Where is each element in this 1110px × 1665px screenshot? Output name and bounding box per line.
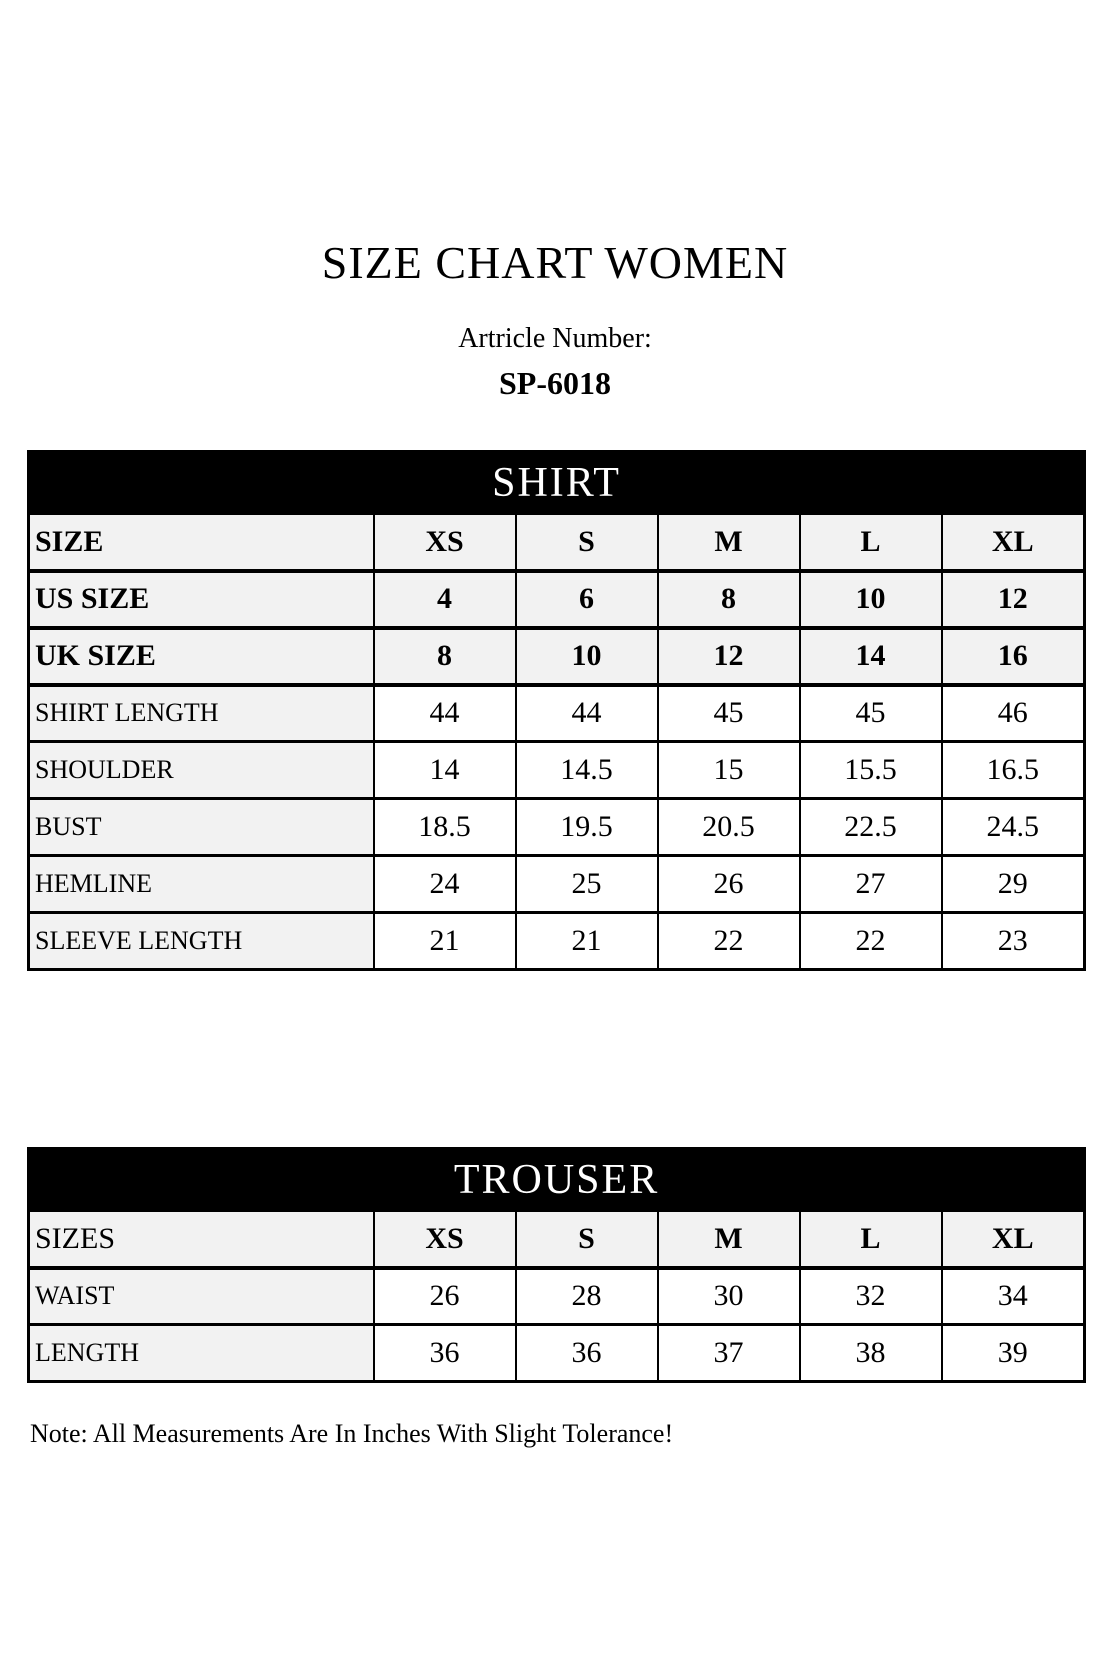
waist-cell-s: 28	[516, 1268, 658, 1325]
shoulder-cell-l: 15.5	[800, 742, 942, 799]
waist-cell-m: 30	[658, 1268, 800, 1325]
row-label-shoulder: SHOULDER	[29, 742, 374, 799]
sleeve-length-cell-xs: 21	[374, 913, 516, 970]
note-text: Note: All Measurements Are In Inches With Slight Tolerance!	[30, 1419, 674, 1448]
shirt-row-shirt-length	[29, 685, 1085, 742]
hemline-cell-m: 26	[658, 856, 800, 913]
us-size-cell-xl: 12	[942, 571, 1085, 628]
row-label-length: LENGTH	[29, 1325, 374, 1382]
hemline-cell-xs: 24	[374, 856, 516, 913]
length-cell-l: 38	[800, 1325, 942, 1382]
row-label-sizes: SIZES	[29, 1211, 374, 1268]
shirt-row-us-size	[29, 571, 1085, 628]
trouser-size-cell-l: L	[800, 1211, 942, 1268]
size-cell-xl: XL	[942, 514, 1085, 571]
shirt-length-cell-xs: 44	[374, 685, 516, 742]
shirt-length-cell-m: 45	[658, 685, 800, 742]
uk-size-cell-s: 10	[516, 628, 658, 685]
us-size-cell-m: 8	[658, 571, 800, 628]
shirt-row-bust	[29, 799, 1085, 856]
sleeve-length-cell-xl: 23	[942, 913, 1085, 970]
row-label-uk-size: UK SIZE	[29, 628, 374, 685]
size-cell-xs: XS	[374, 514, 516, 571]
shirt-length-cell-l: 45	[800, 685, 942, 742]
shoulder-cell-xs: 14	[374, 742, 516, 799]
trouser-table-title: TROUSER	[29, 1149, 1085, 1211]
trouser-table-header-row	[29, 1149, 1085, 1211]
row-label-waist: WAIST	[29, 1268, 374, 1325]
shirt-row-size	[29, 514, 1085, 571]
shirt-row-uk-size	[29, 628, 1085, 685]
row-label-size: SIZE	[29, 514, 374, 571]
article-number-label: Artricle Number:	[458, 323, 652, 354]
us-size-cell-xs: 4	[374, 571, 516, 628]
uk-size-cell-xs: 8	[374, 628, 516, 685]
row-label-bust: BUST	[29, 799, 374, 856]
waist-cell-xl: 34	[942, 1268, 1085, 1325]
trouser-row-waist	[29, 1268, 1085, 1325]
trouser-size-cell-xs: XS	[374, 1211, 516, 1268]
sleeve-length-cell-l: 22	[800, 913, 942, 970]
us-size-cell-s: 6	[516, 571, 658, 628]
bust-cell-xs: 18.5	[374, 799, 516, 856]
shirt-length-cell-xl: 46	[942, 685, 1085, 742]
length-cell-xs: 36	[374, 1325, 516, 1382]
trouser-row-length	[29, 1325, 1085, 1382]
row-label-shirt-length: SHIRT LENGTH	[29, 685, 374, 742]
shirt-table-title: SHIRT	[29, 452, 1085, 514]
size-cell-s: S	[516, 514, 658, 571]
hemline-cell-s: 25	[516, 856, 658, 913]
row-label-hemline: HEMLINE	[29, 856, 374, 913]
shirt-row-shoulder	[29, 742, 1085, 799]
trouser-size-cell-xl: XL	[942, 1211, 1085, 1268]
shoulder-cell-s: 14.5	[516, 742, 658, 799]
bust-cell-m: 20.5	[658, 799, 800, 856]
length-cell-xl: 39	[942, 1325, 1085, 1382]
size-cell-l: L	[800, 514, 942, 571]
uk-size-cell-xl: 16	[942, 628, 1085, 685]
shirt-table-header-row	[29, 452, 1085, 514]
shirt-row-sleeve-length	[29, 913, 1085, 970]
bust-cell-s: 19.5	[516, 799, 658, 856]
shoulder-cell-xl: 16.5	[942, 742, 1085, 799]
trouser-size-cell-s: S	[516, 1211, 658, 1268]
article-number-value: SP-6018	[499, 365, 611, 401]
size-cell-m: M	[658, 514, 800, 571]
hemline-cell-l: 27	[800, 856, 942, 913]
uk-size-cell-m: 12	[658, 628, 800, 685]
trouser-size-table	[27, 1147, 1086, 1383]
trouser-row-sizes	[29, 1211, 1085, 1268]
waist-cell-l: 32	[800, 1268, 942, 1325]
uk-size-cell-l: 14	[800, 628, 942, 685]
length-cell-m: 37	[658, 1325, 800, 1382]
row-label-sleeve-length: SLEEVE LENGTH	[29, 913, 374, 970]
trouser-size-cell-m: M	[658, 1211, 800, 1268]
shoulder-cell-m: 15	[658, 742, 800, 799]
sleeve-length-cell-m: 22	[658, 913, 800, 970]
sleeve-length-cell-s: 21	[516, 913, 658, 970]
row-label-us-size: US SIZE	[29, 571, 374, 628]
length-cell-s: 36	[516, 1325, 658, 1382]
bust-cell-xl: 24.5	[942, 799, 1085, 856]
shirt-row-hemline	[29, 856, 1085, 913]
page-title: SIZE CHART WOMEN	[321, 237, 789, 288]
shirt-size-table	[27, 450, 1086, 971]
bust-cell-l: 22.5	[800, 799, 942, 856]
us-size-cell-l: 10	[800, 571, 942, 628]
waist-cell-xs: 26	[374, 1268, 516, 1325]
shirt-length-cell-s: 44	[516, 685, 658, 742]
hemline-cell-xl: 29	[942, 856, 1085, 913]
